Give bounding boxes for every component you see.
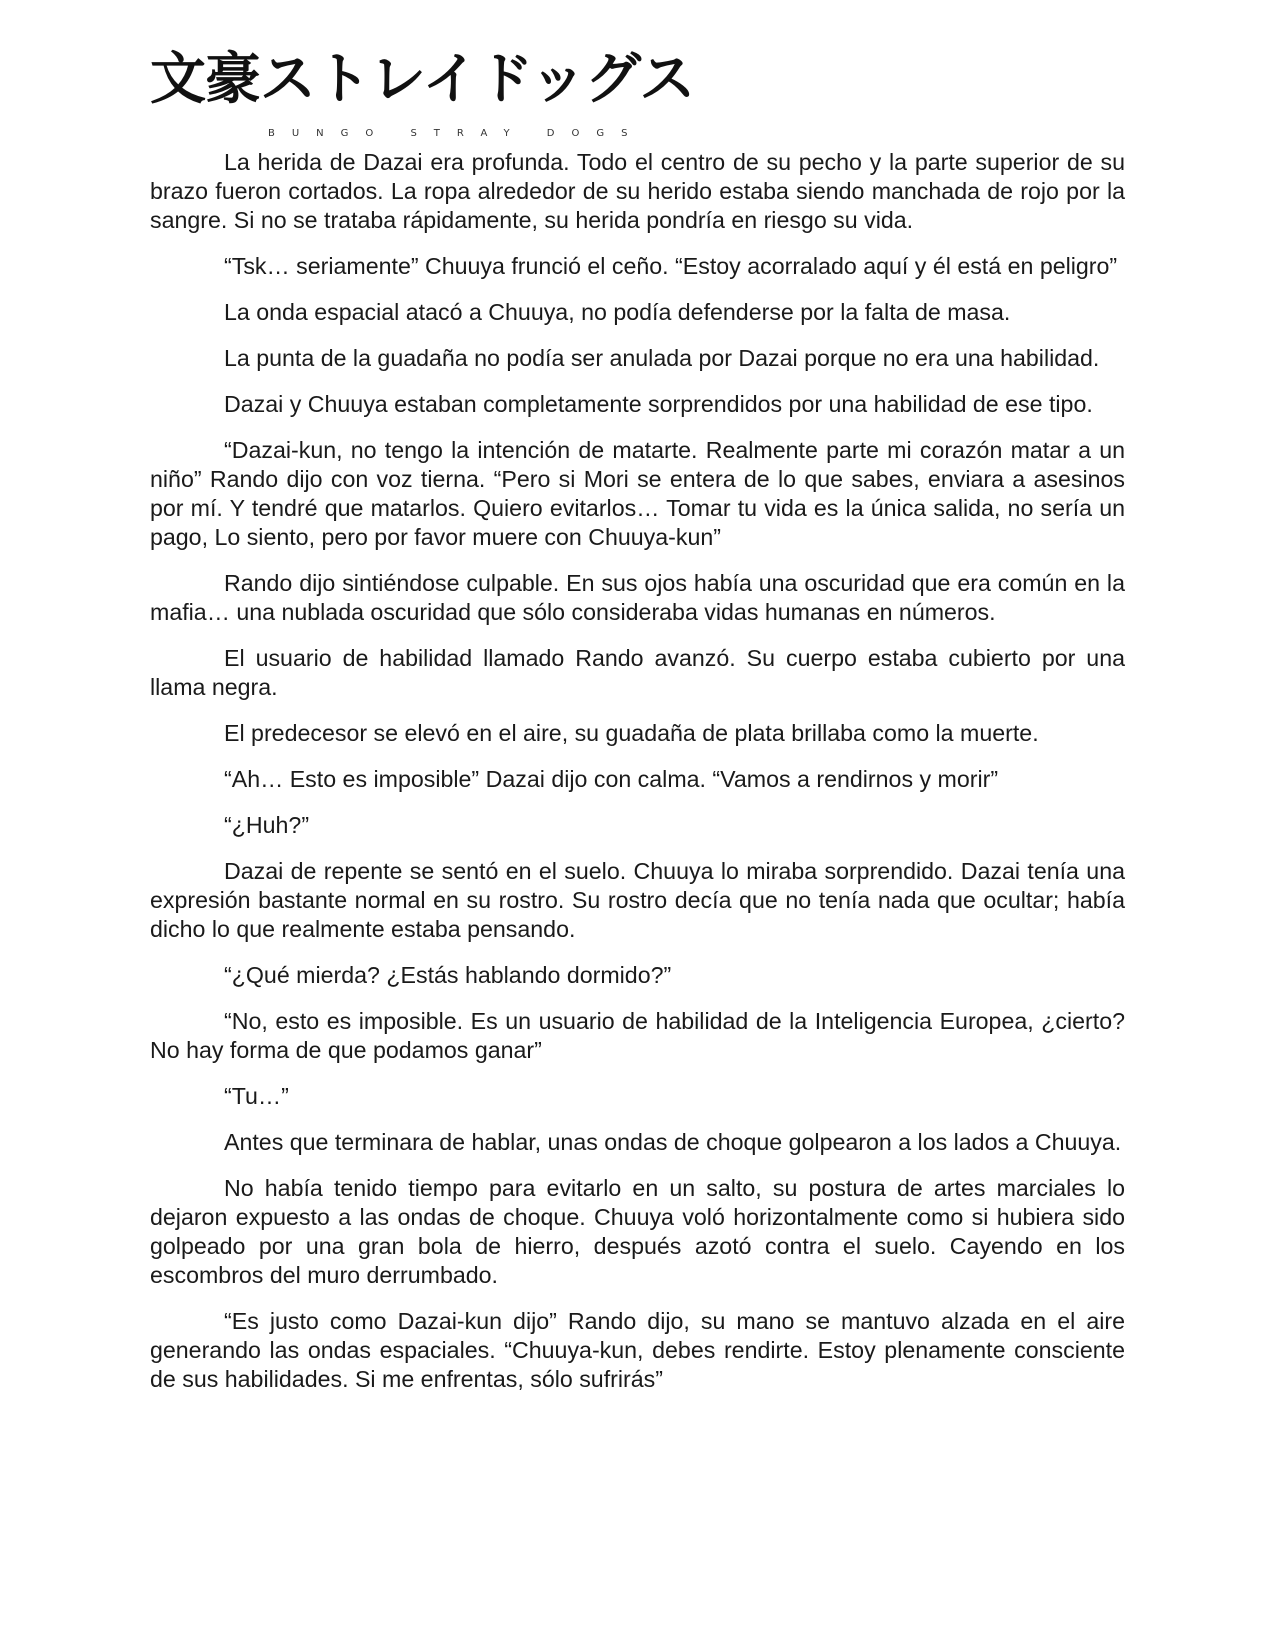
paragraph: La herida de Dazai era profunda. Todo el centro de su pecho y la parte superior de su brazo fueron cortados. La ropa alrededor de su herido estaba siendo manchada de rojo por la sangre. Si no se trataba rápidamente, su herida pondría en riesgo su vida. [150, 149, 1125, 233]
paragraph: Dazai y Chuuya estaban completamente sorprendidos por una habilidad de ese tipo. [224, 391, 1093, 417]
logo-japanese-title: 文豪ストレイドッグス [150, 46, 695, 112]
paragraph: “Tu…” [224, 1083, 289, 1109]
paragraph: “¿Qué mierda? ¿Estás hablando dormido?” [224, 962, 672, 988]
paragraph: Rando dijo sintiéndose culpable. En sus ojos había una oscuridad que era común en la mafia… una nublada oscuridad que sólo consideraba vidas humanas en números. [150, 570, 1125, 625]
paragraph: “Tsk… seriamente” Chuuya frunció el ceño. “Estoy acorralado aquí y él está en peligro” [224, 253, 1118, 279]
paragraph: La onda espacial atacó a Chuuya, no podía defenderse por la falta de masa. [224, 299, 1011, 325]
logo-english-subtitle: BUNGO STRAY DOGS [268, 128, 645, 139]
paragraph: “Ah… Esto es imposible” Dazai dijo con calma. “Vamos a rendirnos y morir” [224, 766, 999, 792]
paragraph: “¿Huh?” [224, 812, 310, 838]
series-logo [150, 44, 695, 144]
paragraph: Dazai de repente se sentó en el suelo. Chuuya lo miraba sorprendido. Dazai tenía una expresión bastante normal en su rostro. Su rostro decía que no tenía nada que ocultar; había dicho lo que realmente estaba pensando. [150, 858, 1125, 942]
story-text [150, 148, 1125, 1411]
paragraph: “Es justo como Dazai-kun dijo” Rando dijo, su mano se mantuvo alzada en el aire generando las ondas espaciales. “Chuuya-kun, debes rendirte. Estoy plenamente consciente de sus habilidades. Si me enfrentas, sólo sufrirás” [150, 1308, 1125, 1392]
paragraph: El predecesor se elevó en el aire, su guadaña de plata brillaba como la muerte. [224, 720, 1039, 746]
paragraph: La punta de la guadaña no podía ser anulada por Dazai porque no era una habilidad. [224, 345, 1100, 371]
paragraph: “No, esto es imposible. Es un usuario de habilidad de la Inteligencia Europea, ¿cierto? No hay forma de que podamos ganar” [150, 1008, 1125, 1063]
paragraph: Antes que terminara de hablar, unas ondas de choque golpearon a los lados a Chuuya. [224, 1129, 1122, 1155]
paragraph: “Dazai-kun, no tengo la intención de matarte. Realmente parte mi corazón matar a un niño” Rando dijo con voz tierna. “Pero si Mori se entera de lo que sabes, enviara a asesinos por mí. Y tendré que matarlos. Quiero evitarlos… Tomar tu vida es la única salida, no sería un pago, Lo siento, pero por favor muere con Chuuya-kun” [150, 437, 1125, 550]
paragraph: El usuario de habilidad llamado Rando avanzó. Su cuerpo estaba cubierto por una llama negra. [150, 645, 1125, 700]
paragraph: No había tenido tiempo para evitarlo en un salto, su postura de artes marciales lo dejaron expuesto a las ondas de choque. Chuuya voló horizontalmente como si hubiera sido golpeado por una gran bola de hierro, después azotó contra el suelo. Cayendo en los escombros del muro derrumbado. [150, 1175, 1125, 1288]
